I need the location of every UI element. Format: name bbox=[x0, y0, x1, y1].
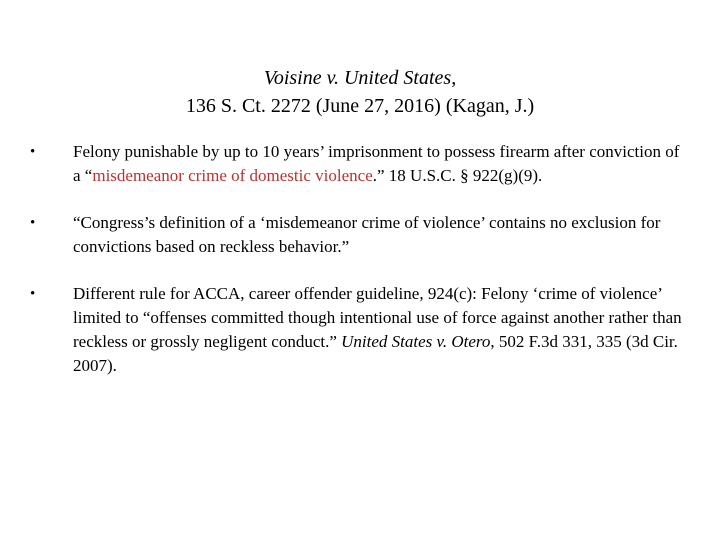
highlighted-phrase: misdemeanor crime of domestic violence bbox=[92, 166, 373, 185]
bullet-text: “Congress’s definition of a ‘misdemeanor crime of violence’ contains no exclusion for convictions based on reckless behavior.” bbox=[73, 213, 661, 256]
case-citation: 136 S. Ct. 2272 (June 27, 2016) (Kagan, J.) bbox=[185, 95, 535, 117]
bullet-item-acca-rule bbox=[30, 282, 690, 378]
bullet-text-before: Different rule for ACCA, career offender guideline, 924(c): Felony ‘crime of violence’ limited to “offenses committed though intentional use of force against another rather than reckless or grossly negligent conduct.” bbox=[73, 284, 682, 351]
bullet-item-firearm-prohibition bbox=[30, 140, 690, 188]
title-line-1 bbox=[0, 64, 720, 92]
bullet-item-congress-definition bbox=[30, 211, 690, 259]
bullet-text-after: .” 18 U.S.C. § 922(g)(9). bbox=[372, 166, 543, 185]
case-name: Voisine v. United States bbox=[263, 67, 452, 89]
bullet-text-after: , 502 F.3d 331, 335 (3d Cir. 2007). bbox=[73, 332, 678, 375]
bullet-list bbox=[30, 140, 690, 401]
bullet-icon: • bbox=[30, 286, 36, 302]
bullet-icon: • bbox=[30, 144, 36, 160]
bullet-text-before: Felony punishable by up to 10 years’ imprisonment to possess firearm after conviction of a “ bbox=[73, 142, 680, 185]
title-comma: , bbox=[451, 67, 457, 89]
slide-title bbox=[0, 64, 720, 120]
cited-case-name: United States v. Otero bbox=[341, 332, 491, 351]
bullet-icon: • bbox=[30, 215, 36, 231]
